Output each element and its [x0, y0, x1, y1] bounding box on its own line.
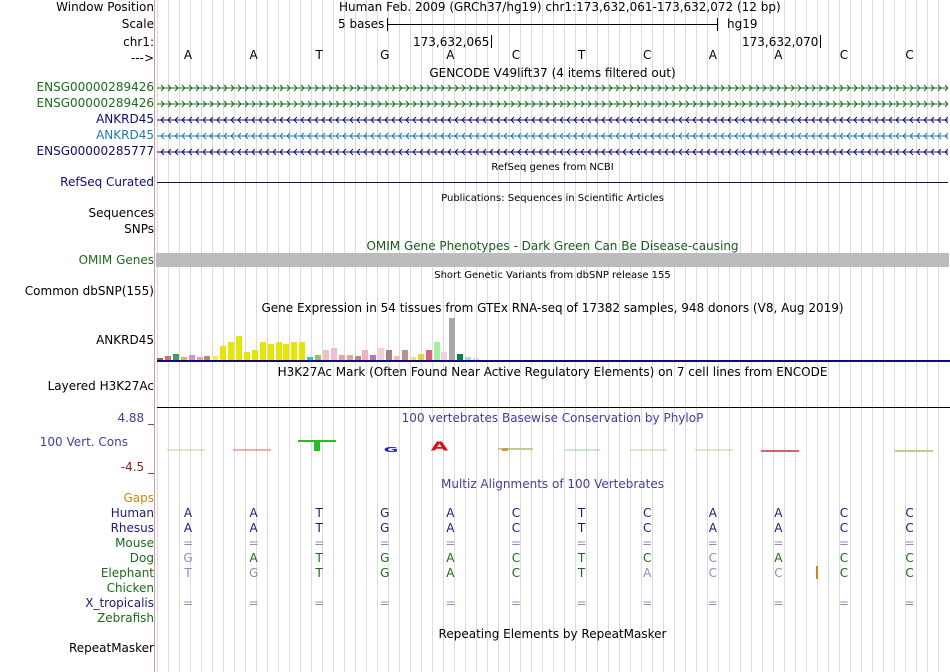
- gencode-item-label[interactable]: ANKRD45: [96, 128, 154, 142]
- omim-genes-label[interactable]: OMIM Genes: [78, 253, 154, 267]
- snps-label[interactable]: SNPs: [124, 222, 154, 236]
- multiz-aligned-base: A: [774, 506, 783, 520]
- multiz-species-label[interactable]: X_tropicalis: [85, 596, 154, 610]
- multiz-aligned-base: C: [642, 521, 652, 535]
- reference-base: C: [642, 48, 652, 62]
- common-dbsnp-label[interactable]: Common dbSNP(155): [24, 284, 154, 298]
- gtex-tissue-bar[interactable]: [228, 342, 234, 360]
- multiz-aligned-base: C: [642, 551, 652, 565]
- multiz-aligned-base: C: [905, 506, 914, 520]
- chrom-label[interactable]: chr1:: [123, 35, 154, 49]
- scale-bar: [387, 17, 718, 32]
- reference-base: A: [249, 48, 258, 62]
- reference-base: C: [905, 48, 914, 62]
- omim-feature-bar[interactable]: [156, 253, 949, 267]
- reference-base: A: [774, 48, 783, 62]
- gtex-tissue-bar[interactable]: [291, 342, 297, 360]
- coord-tick-1: 173,632,065: [413, 35, 492, 49]
- multiz-aligned-base: C: [511, 566, 521, 580]
- gtex-bar-chart[interactable]: [157, 315, 557, 360]
- multiz-aligned-base: C: [839, 551, 849, 565]
- gencode-transcript-strand[interactable]: [157, 147, 948, 157]
- multiz-aligned-base: =: [707, 596, 718, 610]
- gtex-tissue-bar[interactable]: [220, 346, 226, 360]
- multiz-aligned-base: G: [380, 506, 390, 520]
- sequences-label[interactable]: Sequences: [88, 206, 154, 220]
- multiz-species-label[interactable]: Mouse: [115, 536, 154, 550]
- multiz-aligned-base: T: [315, 506, 323, 520]
- gtex-gene-label[interactable]: ANKRD45: [96, 333, 154, 347]
- multiz-aligned-base: C: [839, 566, 849, 580]
- coord-tick-2: 173,632,070: [742, 35, 821, 49]
- multiz-aligned-base: C: [905, 566, 914, 580]
- multiz-species-label[interactable]: Human: [110, 506, 154, 520]
- repeatmasker-label[interactable]: RepeatMasker: [68, 641, 154, 655]
- gtex-tissue-bar[interactable]: [449, 318, 455, 360]
- phylop-min-label: -4.5 _: [120, 460, 154, 474]
- gtex-tissue-bar[interactable]: [378, 348, 384, 360]
- multiz-aligned-base: =: [182, 536, 194, 550]
- reference-base: A: [183, 48, 193, 62]
- multiz-species-label[interactable]: Dog: [129, 551, 154, 565]
- multiz-aligned-base: G: [380, 551, 390, 565]
- scale-db-text: hg19: [727, 17, 758, 31]
- gtex-tissue-bar[interactable]: [276, 342, 282, 360]
- gencode-item-label[interactable]: ANKRD45: [96, 112, 154, 126]
- multiz-aligned-base: =: [642, 596, 653, 610]
- gtex-tissue-bar[interactable]: [283, 344, 289, 360]
- gencode-transcript-strand[interactable]: [157, 99, 948, 109]
- gtex-tissue-bar[interactable]: [299, 342, 305, 360]
- gtex-tissue-bar[interactable]: [268, 344, 274, 360]
- multiz-aligned-base: =: [379, 536, 390, 550]
- multiz-aligned-base: C: [511, 521, 521, 535]
- multiz-species-label[interactable]: Zebrafish: [97, 611, 154, 625]
- multiz-aligned-base: T: [577, 521, 586, 535]
- multiz-aligned-base: G: [183, 551, 193, 565]
- gencode-transcript-strand[interactable]: [157, 115, 948, 125]
- h3k27ac-track-title[interactable]: H3K27Ac Mark (Often Found Near Active Regulatory Elements) on 7 cell lines from ENCODE: [277, 365, 828, 379]
- multiz-aligned-base: C: [642, 506, 652, 520]
- multiz-aligned-base: A: [249, 521, 258, 535]
- multiz-aligned-base: C: [905, 521, 914, 535]
- reference-base: T: [577, 48, 586, 62]
- multiz-aligned-base: T: [184, 566, 192, 580]
- svg-text:A: A: [430, 439, 449, 455]
- multiz-aligned-base: A: [643, 566, 652, 580]
- dbsnp-track-title[interactable]: Short Genetic Variants from dbSNP release 155: [434, 270, 671, 281]
- gtex-tissue-bar[interactable]: [434, 342, 440, 360]
- gencode-item-label[interactable]: ENSG00000289426: [36, 80, 154, 94]
- phylop-max-label: 4.88 _: [117, 411, 154, 425]
- multiz-aligned-base: =: [904, 536, 915, 550]
- multiz-aligned-base: A: [183, 521, 193, 535]
- multiz-aligned-base: C: [708, 551, 717, 565]
- gtex-tissue-bar[interactable]: [260, 342, 266, 360]
- multiz-aligned-base: =: [182, 596, 194, 610]
- multiz-aligned-base: G: [380, 566, 390, 580]
- reference-base: C: [839, 48, 849, 62]
- multiz-aligned-base: =: [838, 536, 850, 550]
- gtex-tissue-bar[interactable]: [426, 350, 432, 360]
- gtex-tissue-bar[interactable]: [402, 350, 408, 360]
- multiz-aligned-base: C: [708, 566, 717, 580]
- multiz-aligned-base: A: [249, 506, 258, 520]
- multiz-aligned-base: =: [576, 596, 587, 610]
- gencode-item-label[interactable]: ENSG00000289426: [36, 96, 154, 110]
- multiz-aligned-base: =: [248, 596, 259, 610]
- multiz-aligned-base: A: [183, 506, 193, 520]
- omim-track-title[interactable]: OMIM Gene Phenotypes - Dark Green Can Be Disease-causing: [366, 239, 739, 253]
- multiz-aligned-base: C: [905, 551, 914, 565]
- reference-base: A: [708, 48, 717, 62]
- gtex-tissue-bar[interactable]: [441, 352, 447, 360]
- multiz-track-title[interactable]: Multiz Alignments of 100 Vertebrates: [440, 477, 665, 491]
- multiz-aligned-base: A: [446, 566, 455, 580]
- scale-bases-text: 5 bases: [338, 17, 385, 31]
- gtex-gene-bar[interactable]: [157, 360, 950, 362]
- reference-base: G: [380, 48, 390, 62]
- gtex-tissue-bar[interactable]: [236, 336, 242, 360]
- multiz-aligned-base: =: [314, 596, 325, 610]
- svg-text:G: G: [383, 446, 399, 454]
- multiz-aligned-base: =: [445, 596, 456, 610]
- label-border: [154, 0, 155, 672]
- multiz-aligned-base: =: [379, 596, 390, 610]
- refseq-feature[interactable]: [157, 182, 948, 183]
- multiz-aligned-base: T: [577, 551, 586, 565]
- gtex-tissue-bar[interactable]: [244, 352, 250, 360]
- strand-arrow-label[interactable]: --->: [130, 51, 154, 65]
- gtex-tissue-bar[interactable]: [323, 350, 329, 360]
- multiz-aligned-base: A: [446, 551, 455, 565]
- multiz-species-label[interactable]: Rhesus: [110, 521, 154, 535]
- multiz-aligned-base: A: [708, 521, 717, 535]
- multiz-aligned-base: T: [577, 506, 586, 520]
- gtex-tissue-bar[interactable]: [331, 348, 337, 360]
- multiz-aligned-base: G: [248, 566, 259, 580]
- h3k27ac-baseline: [157, 407, 950, 408]
- gencode-transcript-strand[interactable]: [157, 131, 948, 141]
- multiz-aligned-base: T: [315, 521, 323, 535]
- gtex-track-title[interactable]: Gene Expression in 54 tissues from GTEx RNA-seq of 17382 samples, 948 donors (V8, Aug 2019): [261, 301, 844, 315]
- multiz-aligned-base: A: [446, 521, 455, 535]
- gaps-label[interactable]: Gaps: [123, 491, 154, 505]
- gtex-tissue-bar[interactable]: [362, 350, 368, 360]
- multiz-aligned-base: =: [510, 596, 522, 610]
- multiz-species-label[interactable]: Chicken: [106, 581, 154, 595]
- multiz-aligned-base: =: [248, 536, 259, 550]
- refseq-track-title[interactable]: RefSeq genes from NCBI: [491, 162, 614, 173]
- publications-track-title[interactable]: Publications: Sequences in Scientific Articles: [441, 193, 664, 204]
- multiz-aligned-base: G: [380, 521, 390, 535]
- reference-base: T: [315, 48, 323, 62]
- repeatmasker-track-title[interactable]: Repeating Elements by RepeatMasker: [438, 627, 667, 641]
- phylop-track-label[interactable]: 100 Vert. Cons: [39, 435, 128, 449]
- refseq-curated-label[interactable]: RefSeq Curated: [60, 175, 154, 189]
- multiz-aligned-base: =: [510, 536, 522, 550]
- gtex-tissue-bar[interactable]: [252, 350, 258, 360]
- multiz-aligned-base: C: [774, 566, 783, 580]
- multiz-aligned-base: =: [773, 596, 784, 610]
- reference-base: C: [511, 48, 521, 62]
- phylop-track-title[interactable]: 100 vertebrates Basewise Conservation by PhyloP: [401, 411, 704, 425]
- multiz-aligned-base: T: [315, 551, 323, 565]
- assembly-position-text: Human Feb. 2009 (GRCh37/hg19) chr1:173,632,061-173,632,072 (12 bp): [339, 0, 781, 14]
- gencode-transcript-strand[interactable]: [157, 83, 948, 93]
- reference-base: A: [446, 48, 455, 62]
- gencode-track-title[interactable]: GENCODE V49lift37 (4 items filtered out): [429, 66, 676, 80]
- multiz-aligned-base: A: [774, 551, 783, 565]
- scale-label[interactable]: Scale: [121, 17, 154, 31]
- multiz-aligned-base: =: [904, 596, 915, 610]
- window-position-label[interactable]: Window Position: [56, 0, 154, 14]
- multiz-aligned-base: =: [314, 536, 325, 550]
- multiz-aligned-base: =: [445, 536, 456, 550]
- multiz-aligned-base: C: [839, 506, 849, 520]
- multiz-species-label[interactable]: Elephant: [100, 566, 154, 580]
- multiz-aligned-base: A: [774, 521, 783, 535]
- multiz-aligned-base: C: [839, 521, 849, 535]
- gtex-tissue-bar[interactable]: [386, 350, 392, 360]
- phylop-logo-plot[interactable]: [155, 425, 950, 470]
- multiz-aligned-base: C: [511, 551, 521, 565]
- multiz-aligned-base: =: [642, 536, 653, 550]
- elephant-insertion-marker[interactable]: [816, 566, 818, 579]
- multiz-aligned-base: T: [577, 566, 586, 580]
- h3k27ac-label[interactable]: Layered H3K27Ac: [47, 379, 154, 393]
- multiz-aligned-base: T: [315, 566, 323, 580]
- multiz-aligned-base: C: [511, 506, 521, 520]
- multiz-aligned-base: =: [707, 536, 718, 550]
- multiz-aligned-base: =: [773, 536, 784, 550]
- gencode-item-label[interactable]: ENSG00000285777: [36, 144, 154, 158]
- multiz-aligned-base: A: [708, 506, 717, 520]
- multiz-aligned-base: =: [838, 596, 850, 610]
- multiz-aligned-base: =: [576, 536, 587, 550]
- multiz-aligned-base: A: [249, 551, 258, 565]
- multiz-aligned-base: A: [446, 506, 455, 520]
